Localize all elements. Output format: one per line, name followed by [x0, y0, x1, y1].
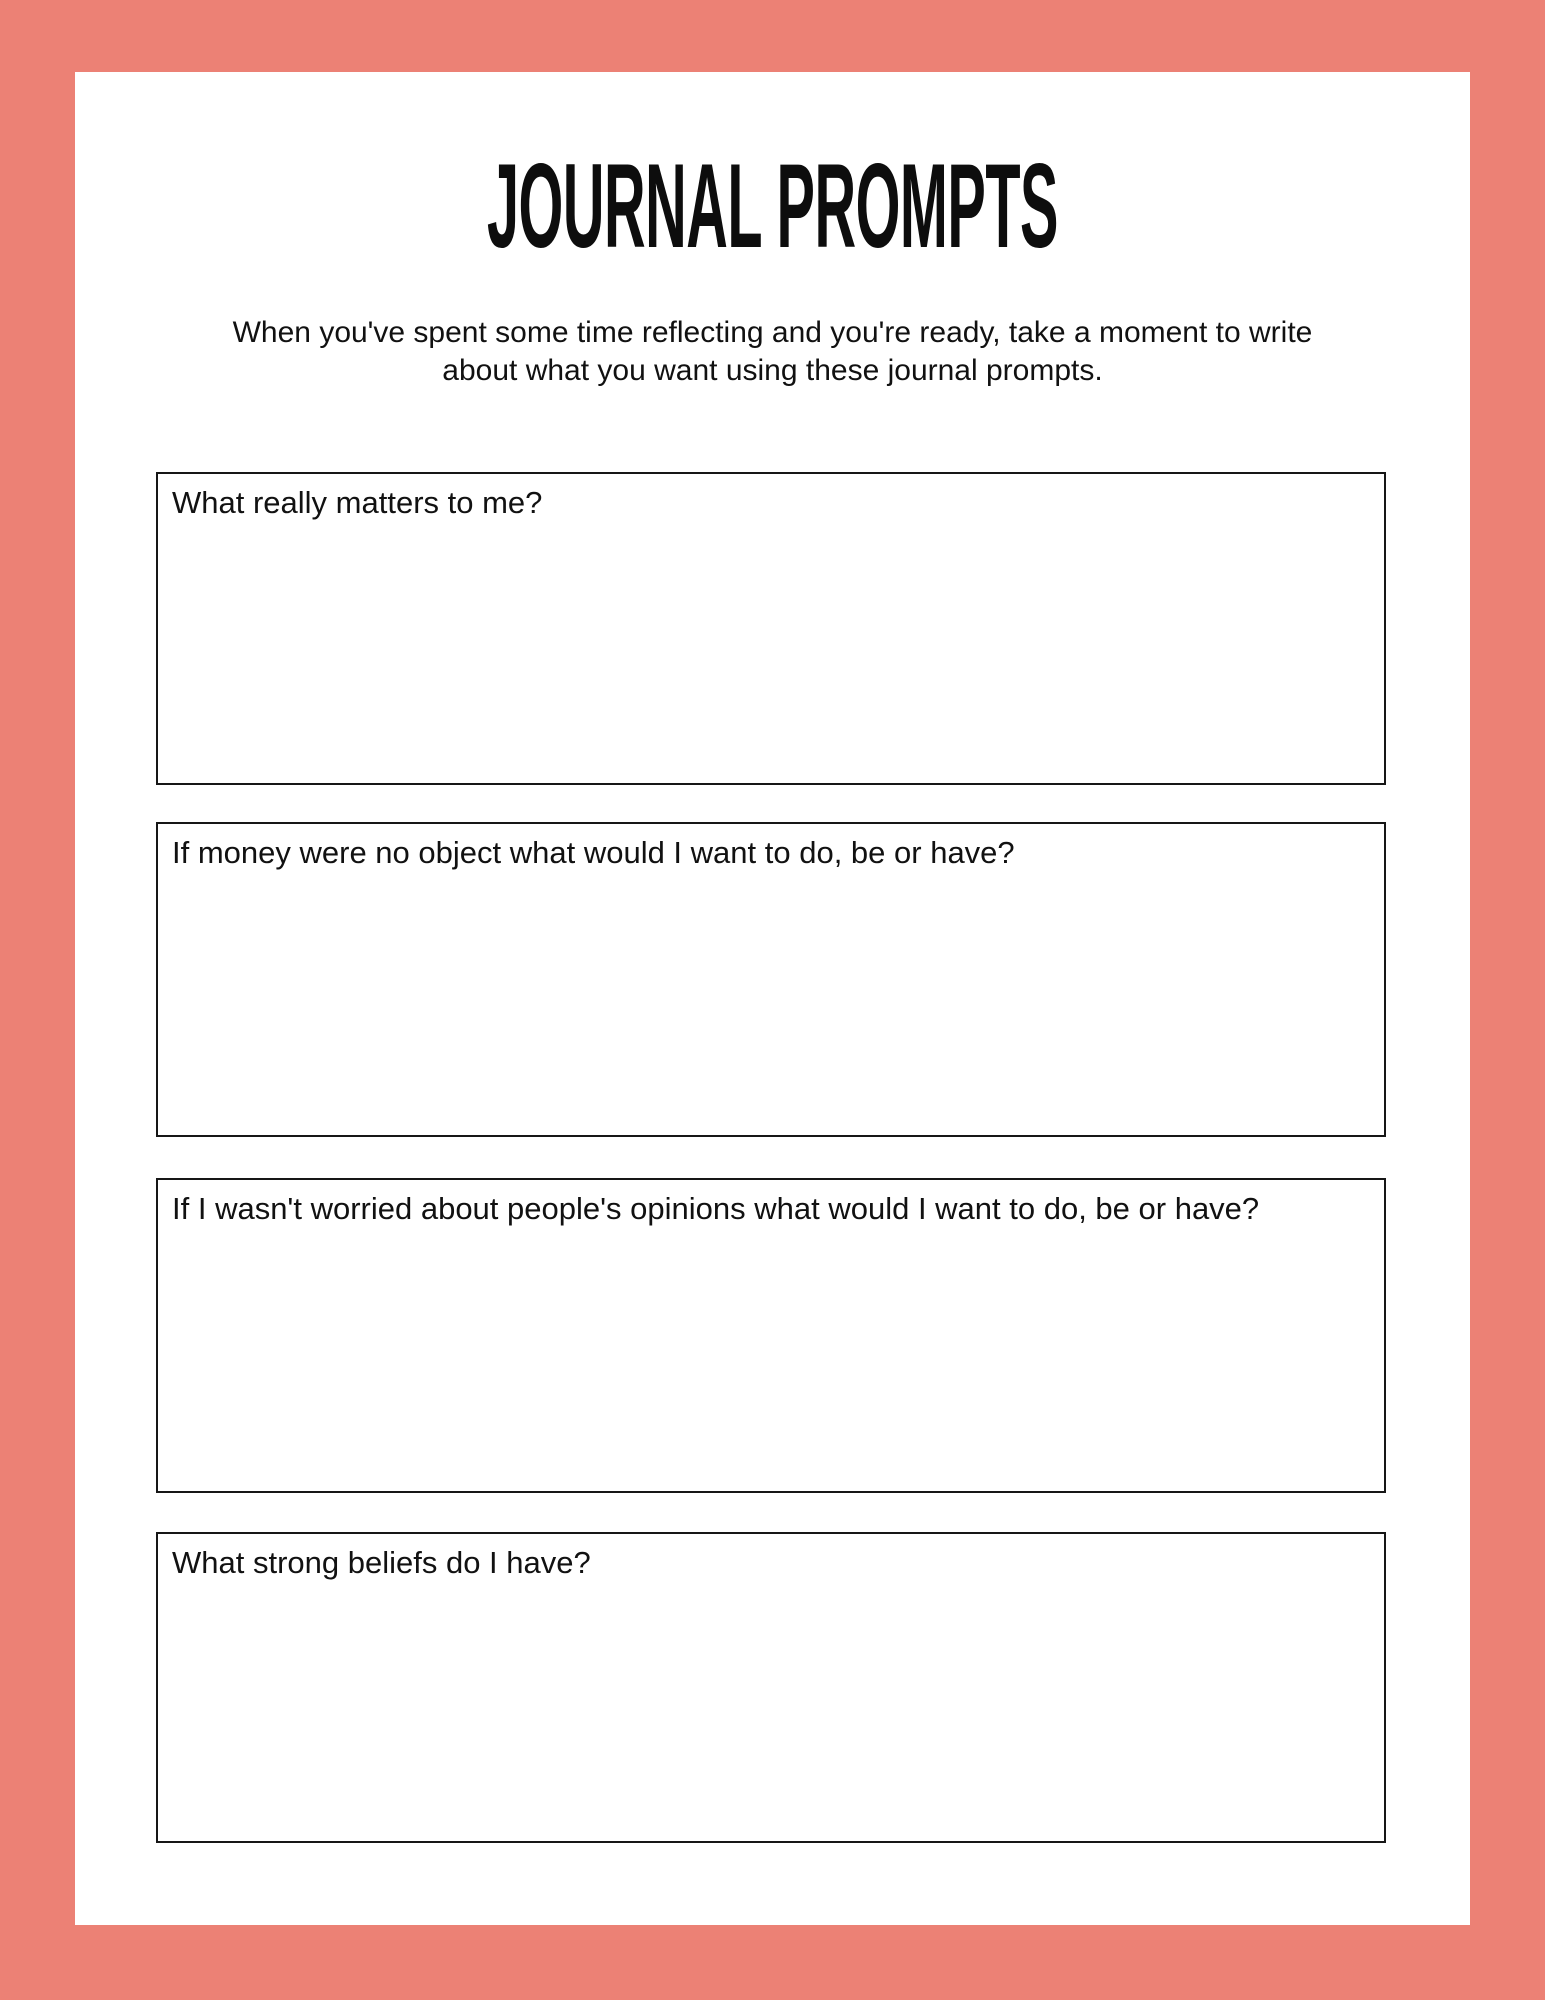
page-title: JOURNAL PROMPTS [486, 139, 1058, 273]
intro-line-2: about what you want using these journal prompts. [442, 354, 1103, 387]
prompt-box-4 [156, 1532, 1386, 1843]
prompt-question-3: If I wasn't worried about people's opinions what would I want to do, be or have? [172, 1191, 1260, 1226]
prompt-question-1: What really matters to me? [172, 485, 543, 520]
prompt-box-2 [156, 822, 1386, 1137]
prompt-question-2: If money were no object what would I want to do, be or have? [172, 835, 1015, 870]
prompt-question-4: What strong beliefs do I have? [172, 1545, 591, 1580]
answer-area-2[interactable] [158, 873, 1384, 1135]
intro-text [75, 314, 1470, 390]
answer-area-3[interactable] [158, 1229, 1384, 1491]
answer-area-1[interactable] [158, 523, 1384, 783]
prompt-box-1 [156, 472, 1386, 785]
intro-line-1: When you've spent some time reflecting and you're ready, take a moment to write [232, 316, 1313, 349]
answer-area-4[interactable] [158, 1583, 1384, 1841]
prompt-box-3 [156, 1178, 1386, 1493]
worksheet-page [75, 72, 1470, 1925]
